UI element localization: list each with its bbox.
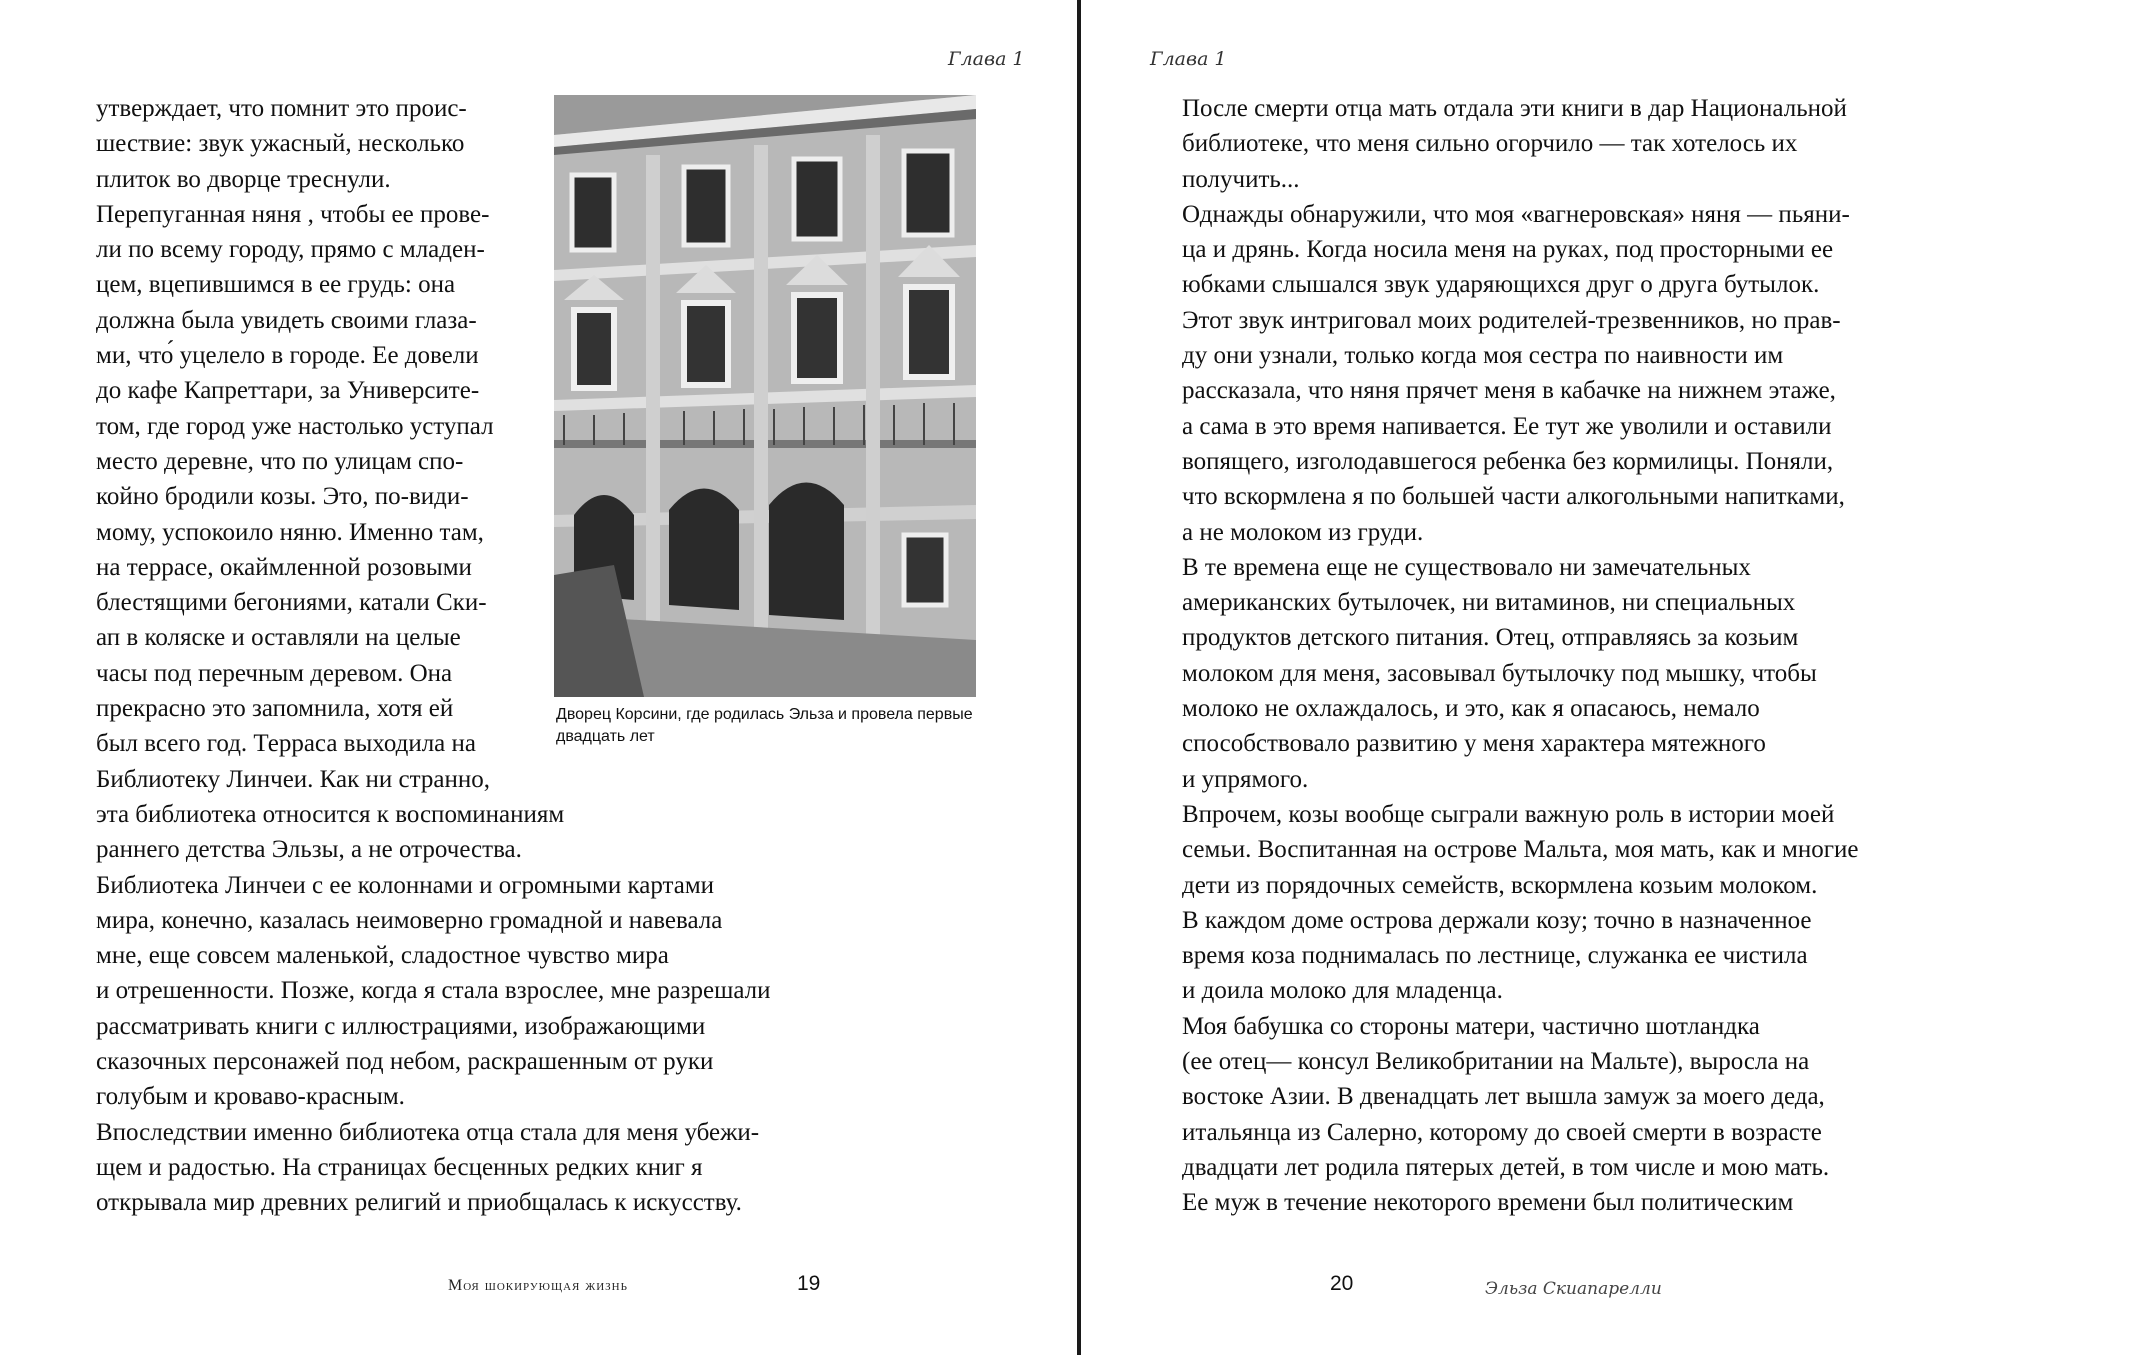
- text-line: и доила молоко для младенца.: [1182, 977, 1503, 1005]
- text-line: востоке Азии. В двенадцать лет вышла замуж за моего деда,: [1182, 1083, 1825, 1111]
- text-line: (ее отец— консул Великобритании на Мальте), выросла на: [1182, 1048, 1810, 1076]
- text-line: В те времена еще не существовало ни замечательных: [1182, 553, 1751, 581]
- text-line: ли по всему городу, прямо с младен-: [96, 236, 485, 264]
- book-title-footer: Моя шокирующая жизнь: [448, 1277, 628, 1294]
- text-line: голубым и кроваво-красным.: [96, 1083, 405, 1111]
- body-text: [1182, 91, 1859, 1221]
- text-line: ца и дрянь. Когда носила меня на руках, под просторными ее: [1182, 236, 1834, 264]
- text-line: молоко не охлаждалось, и это, как я опасаюсь, немало: [1182, 695, 1760, 723]
- text-line: библиотеке, что меня сильно огорчило — так хотелось их: [1182, 130, 1798, 158]
- page-number: 19: [797, 1272, 821, 1295]
- text-line: итальянца из Салерно, которому до своей смерти в возрасте: [1182, 1118, 1822, 1146]
- text-line: цем, вцепившимся в ее грудь: она: [96, 271, 456, 299]
- text-line: Перепуганная няня , чтобы ее прове-: [96, 200, 490, 228]
- text-line: ми, что́ уцелело в городе. Ее довели: [96, 342, 479, 370]
- text-line: После смерти отца мать отдала эти книги в дар Национальной: [1182, 95, 1847, 122]
- text-line: рассказала, что няня прячет меня в кабачке на нижнем этаже,: [1182, 377, 1836, 405]
- text-line: плиток во дворце треснули.: [96, 165, 391, 193]
- text-line: утверждает, что помнит это проис-: [96, 95, 467, 122]
- text-line: способствовало развитию у меня характера мятежного: [1182, 730, 1766, 758]
- text-line: блестящими бегониями, катали Ски-: [96, 589, 487, 617]
- text-line: эта библиотека относится к воспоминаниям: [96, 801, 565, 828]
- body-text-bottom: [96, 797, 771, 1221]
- text-line: ду они узнали, только когда моя сестра по наивности им: [1182, 342, 1784, 370]
- text-line: часы под перечным деревом. Она: [96, 659, 453, 687]
- text-line: до кафе Капреттари, за Университе-: [96, 377, 480, 405]
- book-spine-divider: [1077, 0, 1081, 1355]
- text-line: а сама в это время напивается. Ее тут же уволили и оставили: [1182, 412, 1832, 440]
- text-line: а не молоком из груди.: [1182, 518, 1424, 546]
- text-line: вопящего, изголодавшегося ребенка без кормилицы. Поняли,: [1182, 447, 1834, 475]
- text-line: двадцати лет родила пятерых детей, в том числе и мою мать.: [1182, 1153, 1830, 1181]
- text-line: мира, конечно, казалась неимоверно громадной и навевала: [96, 906, 723, 934]
- text-line: прекрасно это запомнила, хотя ей: [96, 695, 454, 723]
- palazzo-corsini-photo: [554, 95, 976, 697]
- text-line: юбками слышался звук ударяющихся друг о друга бутылок.: [1182, 271, 1820, 299]
- page-number: 20: [1330, 1272, 1354, 1295]
- text-line: Этот звук интриговал моих родителей-трезвенников, но прав-: [1182, 306, 1841, 334]
- text-line: мому, успокоило няню. Именно там,: [96, 518, 484, 546]
- text-line: ап в коляске и оставляли на целые: [96, 624, 461, 652]
- text-line: и отрешенности. Позже, когда я стала взрослее, мне разрешали: [96, 977, 771, 1005]
- text-line: время коза поднималась по лестнице, служанка ее чистила: [1182, 942, 1808, 970]
- text-line: на террасе, окаймленной розовыми: [96, 553, 472, 581]
- text-line: том, где город уже настолько уступал: [96, 412, 494, 440]
- text-line: В каждом доме острова держали козу; точно в назначенное: [1182, 906, 1812, 934]
- text-line: открывала мир древних религий и приобщалась к искусству.: [96, 1189, 742, 1217]
- text-line: щем и радостью. На страницах бесценных редких книг я: [96, 1153, 703, 1181]
- text-line: мне, еще совсем маленькой, сладостное чувство мира: [96, 942, 669, 970]
- text-line: был всего год. Терраса выходила на: [96, 730, 476, 758]
- text-line: раннего детства Эльзы, а не отрочества.: [96, 836, 522, 864]
- text-line: семьи. Воспитанная на острове Мальта, моя мать, как и многие: [1182, 836, 1859, 864]
- chapter-header: Глава 1: [948, 48, 1025, 70]
- text-line: что вскормлена я по большей части алкогольными напитками,: [1182, 483, 1845, 511]
- text-line: Ее муж в течение некоторого времени был политическим: [1182, 1189, 1794, 1217]
- right-page: [1082, 0, 2148, 1355]
- text-line: Однажды обнаружили, что моя «вагнеровская» няня — пьяни-: [1182, 200, 1850, 228]
- text-line: сказочных персонажей под небом, раскрашенным от руки: [96, 1048, 714, 1076]
- text-line: американских бутылочек, ни витаминов, ни специальных: [1182, 589, 1796, 617]
- author-footer: Эльза Скиапарелли: [1485, 1279, 1662, 1299]
- photo-caption: Дворец Корсини, где родилась Эльза и провела первые двадцать лет: [556, 706, 973, 745]
- text-line: и упрямого.: [1182, 765, 1309, 793]
- text-line: Моя бабушка со стороны матери, частично шотландка: [1182, 1012, 1760, 1040]
- body-text-top: [96, 91, 494, 797]
- text-line: Впрочем, козы вообще сыграли важную роль в истории моей: [1182, 800, 1835, 828]
- text-line: продуктов детского питания. Отец, отправляясь за козьим: [1182, 624, 1799, 652]
- text-line: место деревне, что по улицам спо-: [96, 447, 464, 475]
- chapter-header: Глава 1: [1150, 48, 1227, 70]
- text-line: рассматривать книги с иллюстрациями, изображающими: [96, 1012, 706, 1040]
- text-line: должна была увидеть своими глаза-: [96, 306, 477, 334]
- text-line: молоком для меня, засовывал бутылочку под мышку, чтобы: [1182, 659, 1817, 687]
- text-line: Впоследствии именно библиотека отца стала для меня убежи-: [96, 1118, 760, 1146]
- text-line: койно бродили козы. Это, по-види-: [96, 483, 469, 511]
- text-line: Библиотека Линчеи с ее колоннами и огромными картами: [96, 871, 715, 899]
- text-line: Библиотеку Линчеи. Как ни странно,: [96, 765, 490, 793]
- text-line: шествие: звук ужасный, несколько: [96, 130, 465, 158]
- text-line: получить...: [1182, 165, 1300, 193]
- text-line: дети из порядочных семейств, вскормлена козьим молоком.: [1182, 871, 1818, 899]
- building-illustration: [554, 95, 976, 697]
